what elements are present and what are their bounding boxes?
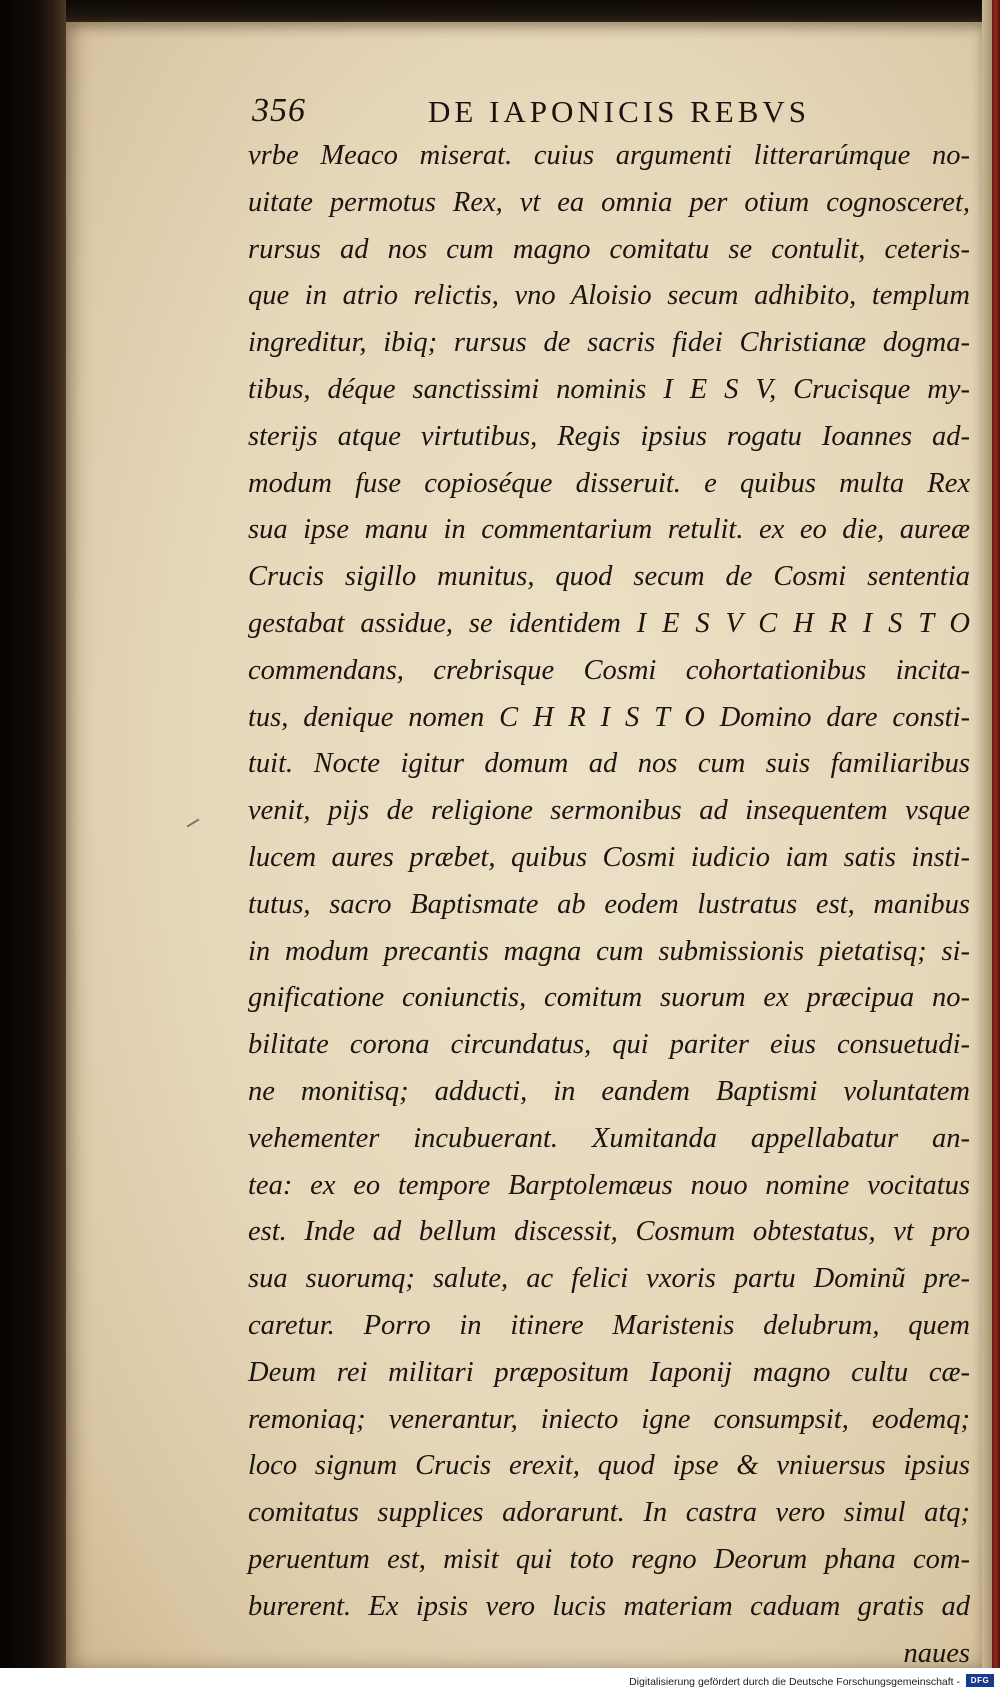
- running-head: DE IAPONICIS REBVS: [428, 94, 811, 129]
- digitization-credit: Digitalisierung gefördert durch die Deutsche Forschungsgemeinschaft -: [629, 1676, 960, 1688]
- book-binding-edge: [0, 0, 66, 1668]
- text-line: in modum precantis magna cum submissionis pietatisq; si-: [248, 935, 970, 967]
- body-text: [248, 133, 978, 1677]
- text-line: tutus, sacro Baptismate ab eodem lustratus est, manibus: [248, 888, 970, 920]
- text-line: loco signum Crucis erexit, quod ipse & vniuersus ipsius: [248, 1450, 970, 1482]
- text-line: sua ipse manu in commentarium retulit. ex eo die, aureæ: [248, 514, 970, 546]
- text-line: commendans, crebrisque Cosmi cohortationibus incita-: [248, 654, 970, 686]
- text-line: que in atrio relictis, vno Aloisio secum adhibito, templum: [248, 280, 970, 312]
- page-number: 356: [252, 92, 306, 129]
- text-line: vehementer incubuerant. Xumitanda appellabatur an-: [248, 1122, 970, 1154]
- text-line: tuit. Nocte igitur domum ad nos cum suis familiaribus: [248, 748, 970, 780]
- text-line: Deum rei militari præpositum Iaponij magno cultu cæ-: [248, 1356, 970, 1388]
- text-line: vrbe Meaco miserat. cuius argumenti litterarúmque no-: [248, 140, 970, 171]
- text-line: Crucis sigillo munitus, quod secum de Cosmi sententia: [248, 561, 970, 593]
- text-line: venit, pijs de religione sermonibus ad insequentem vsque: [248, 795, 970, 827]
- text-line: peruentum est, misit qui toto regno Deorum phana com-: [248, 1543, 970, 1575]
- text-line: ingreditur, ibiq; rursus de sacris fidei Christianæ dogma-: [248, 327, 970, 359]
- text-line: sterijs atque virtutibus, Regis ipsius rogatu Ioannes ad-: [248, 420, 970, 452]
- text-line: tus, denique nomen C H R I S T O Domino dare consti-: [248, 701, 970, 733]
- text-line: burerent. Ex ipsis vero lucis materiam caduam gratis ad: [248, 1590, 970, 1622]
- text-line: ne monitisq; adducti, in eandem Baptismi voluntatem: [248, 1075, 970, 1107]
- text-line: remoniaq; venerantur, iniecto igne consumpsit, eodemq;: [248, 1403, 970, 1435]
- text-line: gestabat assidue, se identidem I E S V C H R I S T O: [248, 607, 970, 639]
- text-line: sua suorumq; salute, ac felici vxoris partu Dominũ pre-: [248, 1263, 970, 1295]
- text-line: caretur. Porro in itinere Maristenis delubrum, quem: [248, 1309, 970, 1341]
- text-line: tibus, déque sanctissimi nominis I E S V, Crucisque my-: [248, 373, 970, 405]
- text-line: rursus ad nos cum magno comitatu se contulit, ceteris-: [248, 233, 970, 265]
- text-line: bilitate corona circundatus, qui pariter eius consuetudi-: [248, 1029, 970, 1061]
- text-line: est. Inde ad bellum discessit, Cosmum obtestatus, vt pro: [248, 1216, 970, 1248]
- text-line: lucem aures præbet, quibus Cosmi iudicio iam satis insti-: [248, 841, 970, 873]
- book-cover-edge: [992, 0, 1000, 1668]
- text-line: modum fuse copioséque disseruit. e quibus multa Rex: [248, 467, 970, 499]
- text-line: comitatus supplices adorarunt. In castra vero simul atq;: [248, 1497, 970, 1529]
- dfg-logo: DFG: [966, 1674, 994, 1687]
- text-line: uitate permotus Rex, vt ea omnia per otium cognosceret,: [248, 186, 970, 218]
- page-fore-edge: [982, 0, 992, 1668]
- text-line: tea: ex eo tempore Barptolemæus nouo nomine vocitatus: [248, 1169, 970, 1201]
- catchword: naues: [903, 1637, 970, 1669]
- text-line: gnificatione coniunctis, comitum suorum ex præcipua no-: [248, 982, 970, 1014]
